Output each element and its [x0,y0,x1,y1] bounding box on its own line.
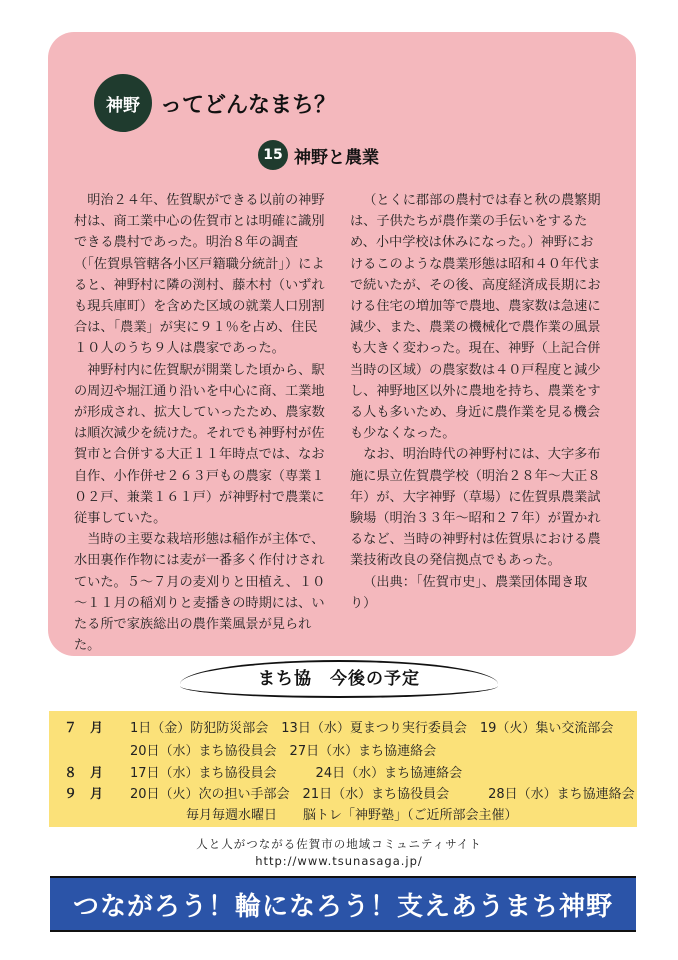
title-badge: 神野 [94,74,152,132]
schedule-line: 20日（火）次の担い手部会 21日（水）まち協役員会 28日（水）まち協連絡会 [130,787,635,802]
article-column-left [74,190,330,656]
schedule-month: ８ 月 [64,766,104,781]
paragraph: 神野村内に佐賀駅が開業した頃から、駅の周辺や堀江通り沿いを中心に商、工業地が形成され、拡大していったため、農家数は順次減少を続けた。それでも神野村が佐賀市と合併する大正１１年時点では、なお自作、小作併せ２６３戸もの農家（専業１０２戸、兼業１６１戸）が神野村で農業に従事していた。 [74,362,325,527]
schedule-header [180,660,498,694]
subtitle-text: 神野と農業 [294,147,379,168]
schedule-title: まち協 今後の予定 [258,669,420,689]
article-column-right [350,190,606,614]
issue-number-badge: 15 [258,140,288,170]
paragraph: なお、明治時代の神野村には、大字多布施に県立佐賀農学校（明治２８年～大正８年）が、大字神野（草場）に佐賀県農業試験場（明治３３年～昭和２７年）が置かれるなど、当時の神野村は佐賀県における農業技術改良の発信拠点でもあった。 [350,447,601,569]
schedule-month: ７ 月 [64,721,104,736]
source-citation: （出典：「佐賀市史」、農業団体聞き取り） [350,574,588,611]
title-text: ってどんなまち？ [160,92,337,118]
paragraph: 明治２４年、佐賀駅ができる以前の神野村は、商工業中心の佐賀市とは明確に識別できる農村であった。明治８年の調査（「佐賀県管轄各小区戸籍職分統計」）によると、神野村に隣の渕村、藤木村（いずれも現兵庫町）を含めた区域の就業人口別割合は、「農業」が実に９１％を占め、住民１０人のうち９人は農家であった。 [74,193,325,357]
site-url-link[interactable]: http://www.tsunasaga.jp/ [255,854,423,868]
slogan-text: つながろう！輪になろう！支えあうまち神野 [72,891,613,922]
schedule-line: 1日（金）防犯防災部会 13日（水）夏まつり実行委員会 19（火）集い交流部会 [130,721,614,736]
site-description: 人と人がつながる佐賀市の地域コミュニティサイト [196,837,482,851]
decorative-curve [180,686,498,698]
paragraph: （とくに郡部の農村では春と秋の農繁期は、子供たちが農作業の手伝いをするため、小中学校は休みになった。）神野におけるこのような農業形態は昭和４０年代まで続いたが、その後、高度経済成長期における住宅の増加等で農地、農家数は急速に減少、また、農業の機械化で農作業の風景も大きく変わった。現在、神野（上記合併当時の区域）の農家数は４０戸程度と減少し、神野地区以外に農地を持ち、農業をする人も多いため、身近に農作業を見る機会も少なくなった。 [350,193,601,442]
schedule-line: 20日（水）まち協役員会 27日（水）まち協連絡会 [130,744,437,759]
schedule-month: ９ 月 [64,787,104,802]
schedule-line: 毎月毎週水曜日 脳トレ「神野塾」（ご近所部会主催） [186,808,518,823]
schedule-line: 17日（水）まち協役員会 24日（水）まち協連絡会 [130,766,463,781]
article-title [94,74,336,132]
article-subtitle [258,140,379,170]
slogan-banner [50,876,636,932]
paragraph: 当時の主要な栽培形態は稲作が主体で、水田裏作作物には麦が一番多く作付けされていた。５～７月の麦刈りと田植え、１０～１１月の稲刈りと麦播きの時期には、いたる所で家族総出の農作業風景が見られた。 [74,532,326,654]
